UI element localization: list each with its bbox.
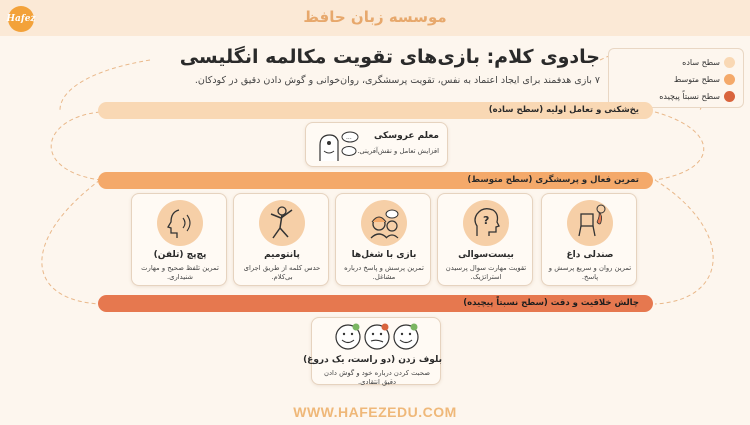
game-card-hot-chair[interactable] xyxy=(541,193,637,286)
svg-text:?: ? xyxy=(483,214,490,227)
game-card-whisper[interactable] xyxy=(131,193,227,286)
game-title: بلوف زدن (دو راست، یک دروغ) xyxy=(303,355,442,365)
legend-label: سطح متوسط xyxy=(673,75,720,84)
game-card-twenty-questions[interactable] xyxy=(437,193,533,286)
pantomime-icon xyxy=(259,200,305,246)
game-desc: حدس کلمه از طریق اجرای بی‌کلام. xyxy=(243,264,321,281)
game-desc: تمرین پرسش و پاسخ درباره مشاغل. xyxy=(344,264,424,281)
legend-label: سطح ساده xyxy=(682,58,720,67)
legend-label: سطح نسبتاً پیچیده xyxy=(659,92,720,101)
logo-text: Hafez xyxy=(6,14,36,24)
game-title: پچ‌پچ (تلفن) xyxy=(153,250,207,260)
website-url[interactable]: WWW.HAFEZEDU.COM xyxy=(293,404,457,420)
game-card-jobs[interactable] xyxy=(335,193,431,286)
section-bar-medium: تمرین فعال و پرسشگری (سطح متوسط) xyxy=(98,172,653,189)
game-desc: افزایش تعامل و نقش‌آفرینی. xyxy=(357,147,439,155)
svg-text:...: ... xyxy=(346,134,352,141)
section-bar-simple: یخ‌شکنی و تعامل اولیه (سطح ساده) xyxy=(98,102,653,119)
whisper-icon xyxy=(157,200,203,246)
section-bar-complex: چالش خلاقیت و دقت (سطح نسبتاً پیچیده) xyxy=(98,295,653,312)
game-title: بازی با شغل‌ها xyxy=(351,250,417,260)
level-legend xyxy=(608,48,744,108)
hot-chair-icon xyxy=(567,200,613,246)
page-title: جادوی کلام: بازی‌های تقویت مکالمه انگلیسی xyxy=(179,46,600,68)
legend-item-medium xyxy=(617,71,735,88)
jobs-icon xyxy=(361,200,407,246)
faces-icon xyxy=(334,322,420,352)
game-desc: صحبت کردن درباره خود و گوش دادن دقیق انتقادی. xyxy=(324,369,430,386)
legend-item-simple xyxy=(617,54,735,71)
game-desc: تمرین تلفظ صحیح و مهارت شنیداری. xyxy=(141,264,219,281)
brand-name: موسسه زبان حافظ xyxy=(303,8,447,26)
game-title: پانتومیم xyxy=(264,250,300,260)
page-subtitle: ۷ بازی هدفمند برای ایجاد اعتماد به نفس، تقویت پرسشگری، روان‌خوانی و گوش دادن دقیق در کودکان. xyxy=(194,75,600,86)
game-title: بیست‌سوالی xyxy=(458,250,514,260)
game-title: صندلی داغ xyxy=(566,250,614,260)
game-desc: تمرین روان و سریع پرسش و پاسخ. xyxy=(548,264,632,281)
puppet-icon xyxy=(312,127,360,165)
game-card-pantomime[interactable] xyxy=(233,193,329,286)
game-card-puppet[interactable] xyxy=(305,122,448,167)
legend-dot-complex xyxy=(724,91,735,102)
legend-dot-medium xyxy=(724,74,735,85)
legend-dot-simple xyxy=(724,57,735,68)
question-head-icon xyxy=(463,200,509,246)
top-bar xyxy=(0,0,750,36)
game-card-bluff[interactable] xyxy=(303,317,442,386)
game-desc: تقویت مهارت سوال پرسیدن استراتژیک. xyxy=(445,264,527,281)
game-title: معلم عروسکی xyxy=(373,131,439,141)
